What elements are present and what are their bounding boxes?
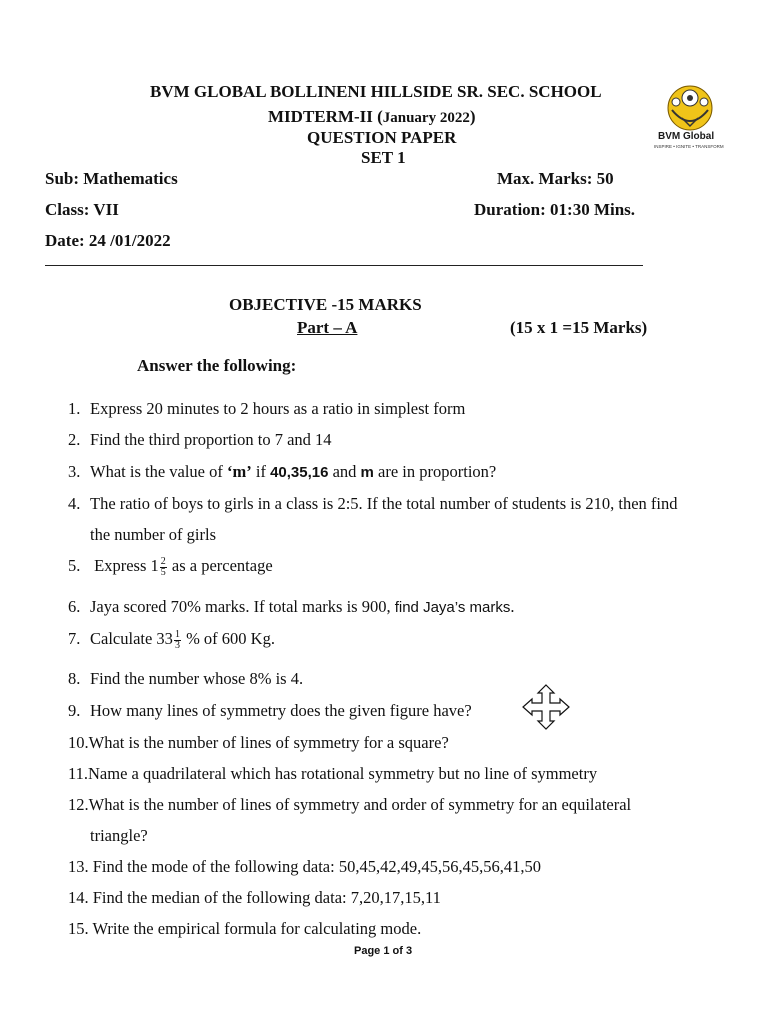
question-text: if <box>251 462 271 481</box>
paper-title: QUESTION PAPER <box>307 128 457 147</box>
question-number: 7. <box>68 629 81 648</box>
question-text: What is the value of <box>90 462 227 481</box>
question-text: How many lines of symmetry does the given figure have? <box>90 701 472 720</box>
question-text: What is the number of lines of symmetry and order of symmetry for an equilateral <box>88 795 632 814</box>
logo-text: BVM Global <box>658 131 715 142</box>
question-number: 15. <box>68 919 89 938</box>
question-number: 13. <box>68 857 89 876</box>
question-13 <box>68 857 541 877</box>
max-marks-label: Max. Marks: 50 <box>497 169 614 188</box>
question-text: as a percentage <box>167 556 273 575</box>
question-10 <box>68 733 449 753</box>
header-divider <box>45 265 643 266</box>
question-text: Calculate 33 <box>90 629 173 648</box>
question-number: 14. <box>68 888 89 907</box>
question-number: 9. <box>68 701 81 720</box>
date-label: Date: 24 /01/2022 <box>45 231 171 250</box>
question-text: and <box>328 462 361 481</box>
instruction: Answer the following: <box>137 356 297 375</box>
question-text: What is the number of lines of symmetry for a square? <box>88 733 449 752</box>
question-text: Find the number whose 8% is 4. <box>90 669 304 688</box>
question-7 <box>68 629 275 651</box>
question-6 <box>68 597 514 617</box>
section-title: OBJECTIVE -15 MARKS <box>229 295 422 314</box>
question-11 <box>68 764 597 784</box>
duration-label: Duration: 01:30 Mins. <box>474 200 636 219</box>
question-number: 10. <box>68 733 89 752</box>
page-number: Page 1 of 3 <box>354 945 413 957</box>
question-9 <box>68 701 472 721</box>
part-label: Part – A <box>297 318 358 337</box>
logo-emblem-icon <box>652 80 728 154</box>
variable-m: m <box>360 464 374 481</box>
question-text: are in proportion? <box>373 462 497 481</box>
question-12 <box>68 795 631 815</box>
exam-month: January 2022 <box>382 110 470 126</box>
class-label: Class: VII <box>45 200 119 219</box>
part-marks: (15 x 1 =15 Marks) <box>510 318 648 337</box>
question-text: . <box>510 597 515 616</box>
question-15 <box>68 919 421 939</box>
question-number: 4. <box>68 494 81 513</box>
question-12-continued: triangle? <box>90 826 148 845</box>
question-text: Jaya scored 70% marks. If total marks is 900, <box>90 597 395 616</box>
four-way-arrow-icon <box>522 684 570 730</box>
logo-tagline: INSPIRE • IGNITE • TRANSFORM <box>654 144 724 149</box>
question-number: 8. <box>68 669 81 688</box>
fraction-denominator: 5 <box>160 566 166 578</box>
question-number: 3. <box>68 462 81 481</box>
question-number: 6. <box>68 597 81 616</box>
fraction-numerator: 2 <box>160 555 166 567</box>
question-text: Find the median of the following data: 7,20,17,15,11 <box>88 888 441 907</box>
question-text: % of 600 Kg. <box>181 629 275 648</box>
question-text: Write the empirical formula for calculating mode. <box>88 919 422 938</box>
set-label: SET 1 <box>361 148 406 167</box>
fraction-numerator: 1 <box>174 628 180 640</box>
fraction-denominator: 3 <box>174 639 180 651</box>
question-4-continued: the number of girls <box>90 525 217 544</box>
variable-m-quoted: ‘m’ <box>227 462 252 481</box>
exam-title <box>268 107 476 127</box>
school-logo <box>652 80 728 154</box>
fraction <box>174 630 181 651</box>
question-text: Name a quadrilateral which has rotational symmetry but no line of symmetry <box>88 764 598 783</box>
question-number: 11. <box>68 764 89 783</box>
question-2 <box>68 430 332 450</box>
question-4 <box>68 494 678 514</box>
given-numbers: 40,35,16 <box>270 464 329 481</box>
question-3 <box>68 462 496 482</box>
subject-label: Sub: Mathematics <box>45 169 178 188</box>
exam-suffix: ) <box>469 107 476 126</box>
question-text: Find the third proportion to 7 and 14 <box>90 430 332 449</box>
question-8 <box>68 669 303 689</box>
question-number: 12. <box>68 795 89 814</box>
question-5 <box>68 556 273 578</box>
question-text: Find the mode of the following data: 50,45,42,49,45,56,45,56,41,50 <box>88 857 541 876</box>
school-name: BVM GLOBAL BOLLINENI HILLSIDE SR. SEC. SCHOOL <box>150 82 602 101</box>
question-text: Express 1 <box>90 556 159 575</box>
question-text: Express 20 minutes to 2 hours as a ratio in simplest form <box>90 399 466 418</box>
question-text: The ratio of boys to girls in a class is 2:5. If the total number of students is 210, then find <box>90 494 678 513</box>
exam-prefix: MIDTERM-II ( <box>268 107 383 126</box>
question-14 <box>68 888 441 908</box>
fraction <box>160 557 167 578</box>
question-number: 1. <box>68 399 81 418</box>
question-number: 5. <box>68 556 81 575</box>
question-1 <box>68 399 465 419</box>
question-emphasis: find Jaya’s marks <box>394 599 511 616</box>
question-number: 2. <box>68 430 81 449</box>
